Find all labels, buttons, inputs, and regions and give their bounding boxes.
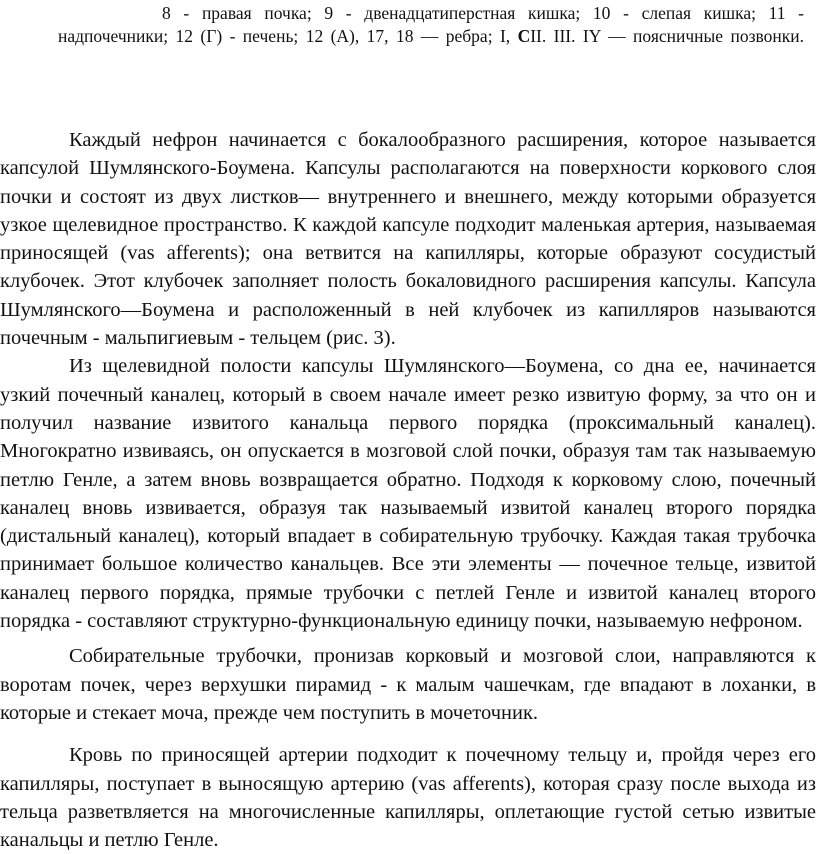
caption-text-a: надпочечники; 12 (Г) - печень; 12 (А), 17, 18 — ребра; I, (58, 26, 518, 46)
figure-caption (58, 2, 804, 48)
caption-text-c: II. III. IY — поясничные позвонки. (530, 26, 804, 46)
caption-line-2 (58, 25, 804, 48)
paragraph-nephron-capsule: Каждый нефрон начинается с бокалообразного расширения, которое называется капсулой Шумлянского-Боумена. Капсулы располагаются на поверхности коркового слоя почки и состоят из двух листков— внутреннего и внешнего, между которыми образуется узкое щелевидное пространство. К каждой капсуле подходит маленькая артерия, называемая приносящей (vas afferents); она ветвится на капилляры, которые образуют сосудистый клубочек. Этот клубочек заполняет полость бокаловидного расширения капсулы. Капсула Шумлянского—Боумена и расположенный в ней клубочек из капилляров называются почечным - мальпигиевым - тельцем (рис. 3). (0, 129, 816, 350)
paragraph-tubule: Из щелевидной полости капсулы Шумлянского—Боумена, со дна ее, начинается узкий почечный каналец, который в своем начале имеет резко извитую форму, за что он и получил название извитого канальца первого порядка (проксимальный каналец). Многократно извиваясь, он опускается в мозговой слой почки, образуя там так называемую петлю Генле, а затем вновь возвращается обратно. Подходя к корковому слою, почечный каналец вновь извивается, образуя так называемый извитой каналец второго порядка (дистальный каналец), который впадает в собирательную трубочку. Каждая такая трубочка принимает большое количество канальцев. Все эти элементы — почечное тельце, извитой каналец первого порядка, прямые трубочки с петлей Генле и извитой каналец второго порядка - составляют структурно-функциональную единицу почки, называемую нефроном. (0, 355, 816, 633)
caption-text-bold: С (517, 26, 531, 46)
caption-line-1: 8 - правая почка; 9 - двенадцатиперстная кишка; 10 - слепая кишка; 11 - (162, 3, 804, 23)
paragraph-collecting-ducts: Собирательные трубочки, пронизав корковый и мозговой слои, направляются к воротам почек, через верхушки пирамид - к малым чашечкам, где впадают в лоханки, в которые и стекает моча, прежде чем поступить в мочеточник. (0, 645, 816, 724)
body-text (0, 126, 816, 854)
paragraph-blood-flow: Кровь по приносящей артерии подходит к почечному тельцу и, пройдя через его капилляры, поступает в выносящую артерию (vas afferents), которая сразу после выхода из тельца разветвляется на многочисленные капилляры, оплетающие густой сетью извитые канальцы и петлю Генле. (0, 744, 816, 852)
